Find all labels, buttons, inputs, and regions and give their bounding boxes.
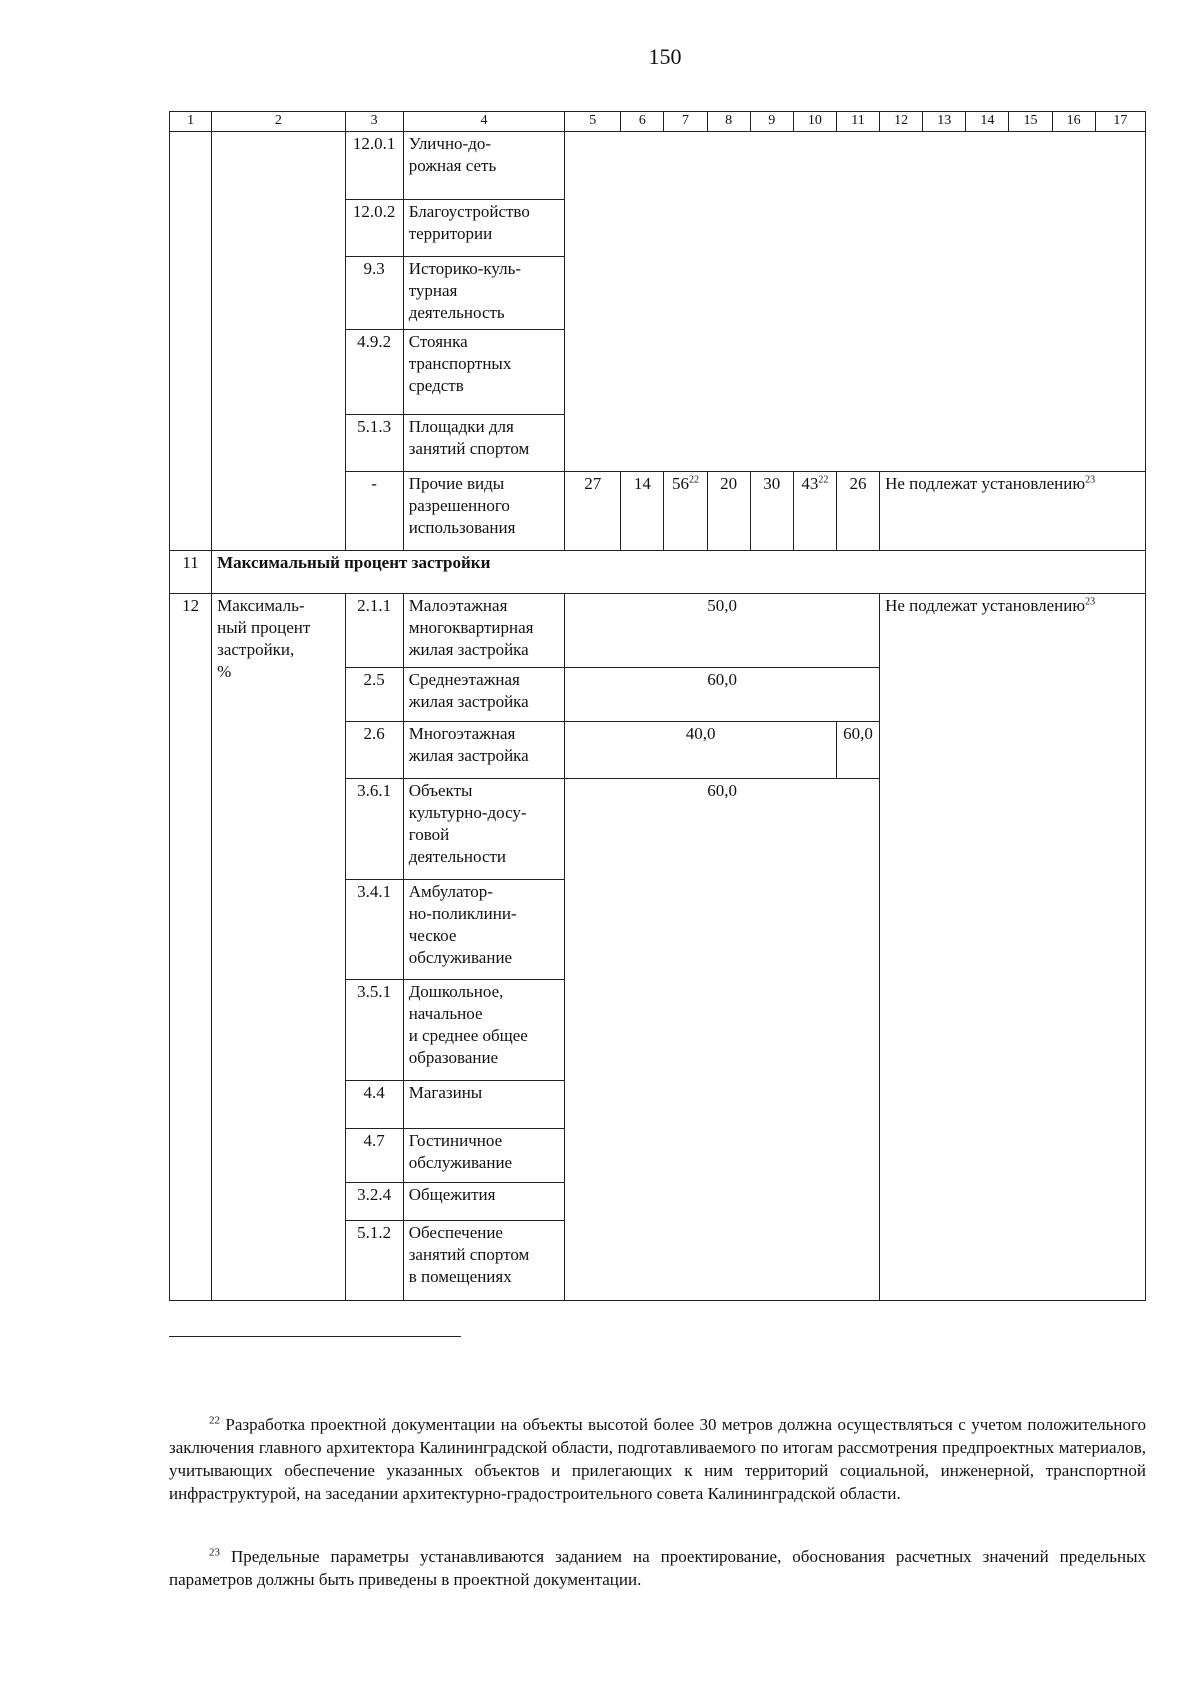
column-number: 16 [1052, 112, 1095, 132]
value-cell: 60,0 [565, 668, 880, 722]
use-code: 3.5.1 [345, 980, 403, 1081]
use-code: 12.0.2 [345, 200, 403, 257]
use-name [403, 1183, 564, 1221]
value: 26 [849, 474, 867, 493]
use-name-text: Среднеэтажная жилая застройка [408, 670, 529, 712]
value-cell [621, 472, 664, 551]
parameter-cell [212, 132, 345, 551]
column-number: 5 [565, 112, 621, 132]
footnote-23 [169, 1545, 1146, 1591]
footnote-number: 22 [209, 1414, 220, 1427]
footnote-ref: 22 [818, 474, 829, 486]
value-cell [565, 472, 621, 551]
column-number: 11 [836, 112, 879, 132]
use-code: 5.1.2 [345, 1221, 403, 1301]
value-cell: 60,0 [836, 722, 879, 779]
column-number: 2 [212, 112, 345, 132]
use-name [403, 200, 564, 257]
use-name [403, 880, 564, 980]
value: 20 [720, 474, 738, 493]
column-number: 13 [923, 112, 966, 132]
parameter-cell [212, 594, 345, 1301]
value-cell [750, 472, 793, 551]
value: 56 [672, 474, 690, 493]
column-number: 14 [966, 112, 1009, 132]
use-name-text: Многоэтажная жилая застройка [408, 724, 529, 766]
column-number-row [170, 112, 1146, 132]
column-number: 8 [707, 112, 750, 132]
footnote-separator [169, 1336, 461, 1337]
use-code: 4.4 [345, 1081, 403, 1129]
column-number: 6 [621, 112, 664, 132]
use-name-text: Гостиничное обслуживание [408, 1131, 513, 1173]
use-name [403, 779, 564, 880]
use-code: - [345, 472, 403, 551]
table-row [170, 132, 1146, 200]
use-code: 4.9.2 [345, 330, 403, 415]
footnote-ref: 22 [689, 474, 700, 486]
note-text: Не подлежат установлению [885, 596, 1086, 615]
footnote-text: Предельные параметры устанавливаются заданием на проектирование, обоснования расчетных значений предельных параметров должны быть приведены в проектной документации. [169, 1547, 1146, 1589]
column-number: 4 [403, 112, 564, 132]
use-name-text: Амбулатор- но-поликлини- ческое обслуживание [408, 882, 517, 968]
use-name-text: Объекты культурно-досу- говой деятельности [408, 781, 527, 867]
use-name [403, 257, 564, 330]
value: 30 [763, 474, 781, 493]
use-code: 3.6.1 [345, 779, 403, 880]
use-name-text: Обеспечение занятий спортом в помещениях [408, 1223, 530, 1287]
value-cell: 40,0 [565, 722, 837, 779]
parameter-name: Максималь- ный процент застройки, % [217, 596, 311, 682]
use-code: 3.4.1 [345, 880, 403, 980]
use-code: 2.6 [345, 722, 403, 779]
value-cell [836, 472, 879, 551]
use-code: 12.0.1 [345, 132, 403, 200]
section-title: Максимальный процент застройки [212, 551, 1146, 594]
use-name [403, 1221, 564, 1301]
use-name [403, 1081, 564, 1129]
column-number: 3 [345, 112, 403, 132]
value-cell [793, 472, 836, 551]
value-cell [664, 472, 707, 551]
use-code: 3.2.4 [345, 1183, 403, 1221]
use-name [403, 330, 564, 415]
column-number: 1 [170, 112, 212, 132]
use-name [403, 980, 564, 1081]
value-cell: 50,0 [565, 594, 880, 668]
value-cell [707, 472, 750, 551]
note-text: Не подлежат установлению [885, 474, 1086, 493]
note-cell [880, 594, 1146, 1301]
use-name [403, 1129, 564, 1183]
footnote-ref: 23 [1085, 474, 1096, 486]
column-number: 10 [793, 112, 836, 132]
use-name [403, 722, 564, 779]
table-row [170, 594, 1146, 668]
use-name [403, 415, 564, 472]
use-name-text: Площадки для занятий спортом [408, 417, 530, 459]
values-empty-cell [565, 132, 1146, 472]
row-number: 12 [170, 594, 212, 1301]
column-number: 15 [1009, 112, 1052, 132]
page-number: 150 [648, 44, 682, 69]
use-name-text: Благоустройство территории [408, 202, 530, 244]
column-number: 17 [1095, 112, 1145, 132]
use-name-text: Прочие виды разрешенного использования [408, 474, 516, 538]
footnote-text: Разработка проектной документации на объекты высотой более 30 метров должна осуществляться с учетом положительного заключения главного архитектора Калининградской области, подготавливаемого по итогам рассмотрения предпроектных материалов, учитывающих обеспечение указанных объектов и прилегающих к ним территорий социальной, инженерной, транспортной инфраструктурой, на заседании архитектурно-градостроительного совета Калининградской области. [169, 1415, 1147, 1503]
use-name-text: Дошкольное, начальное и среднее общее образование [408, 982, 528, 1068]
note-cell [880, 472, 1146, 551]
footnote-ref: 23 [1085, 596, 1096, 608]
use-name [403, 668, 564, 722]
use-name-text: Улично-до- рожная сеть [408, 134, 497, 176]
footnote-number: 23 [209, 1546, 220, 1559]
use-name-text: Малоэтажная многоквартирная жилая застройка [408, 596, 534, 660]
use-code: 9.3 [345, 257, 403, 330]
column-number: 12 [880, 112, 923, 132]
regulations-table [169, 111, 1146, 1301]
footnote-22 [169, 1413, 1146, 1505]
use-code: 2.5 [345, 668, 403, 722]
use-name-text: Стоянка транспортных средств [408, 332, 512, 396]
row-number-cell [170, 132, 212, 551]
use-name-text: Общежития [408, 1185, 496, 1204]
value: 43 [801, 474, 819, 493]
value-cell: 60,0 [565, 779, 880, 1301]
value: 14 [633, 474, 651, 493]
use-code: 2.1.1 [345, 594, 403, 668]
use-name-text: Историко-куль- турная деятельность [408, 259, 522, 323]
use-name-text: Магазины [408, 1083, 483, 1102]
column-number: 7 [664, 112, 707, 132]
use-name [403, 132, 564, 200]
use-name [403, 594, 564, 668]
use-name [403, 472, 564, 551]
row-number: 11 [170, 551, 212, 594]
use-code: 5.1.3 [345, 415, 403, 472]
table-row [170, 551, 1146, 594]
value: 27 [584, 474, 602, 493]
column-number: 9 [750, 112, 793, 132]
use-code: 4.7 [345, 1129, 403, 1183]
